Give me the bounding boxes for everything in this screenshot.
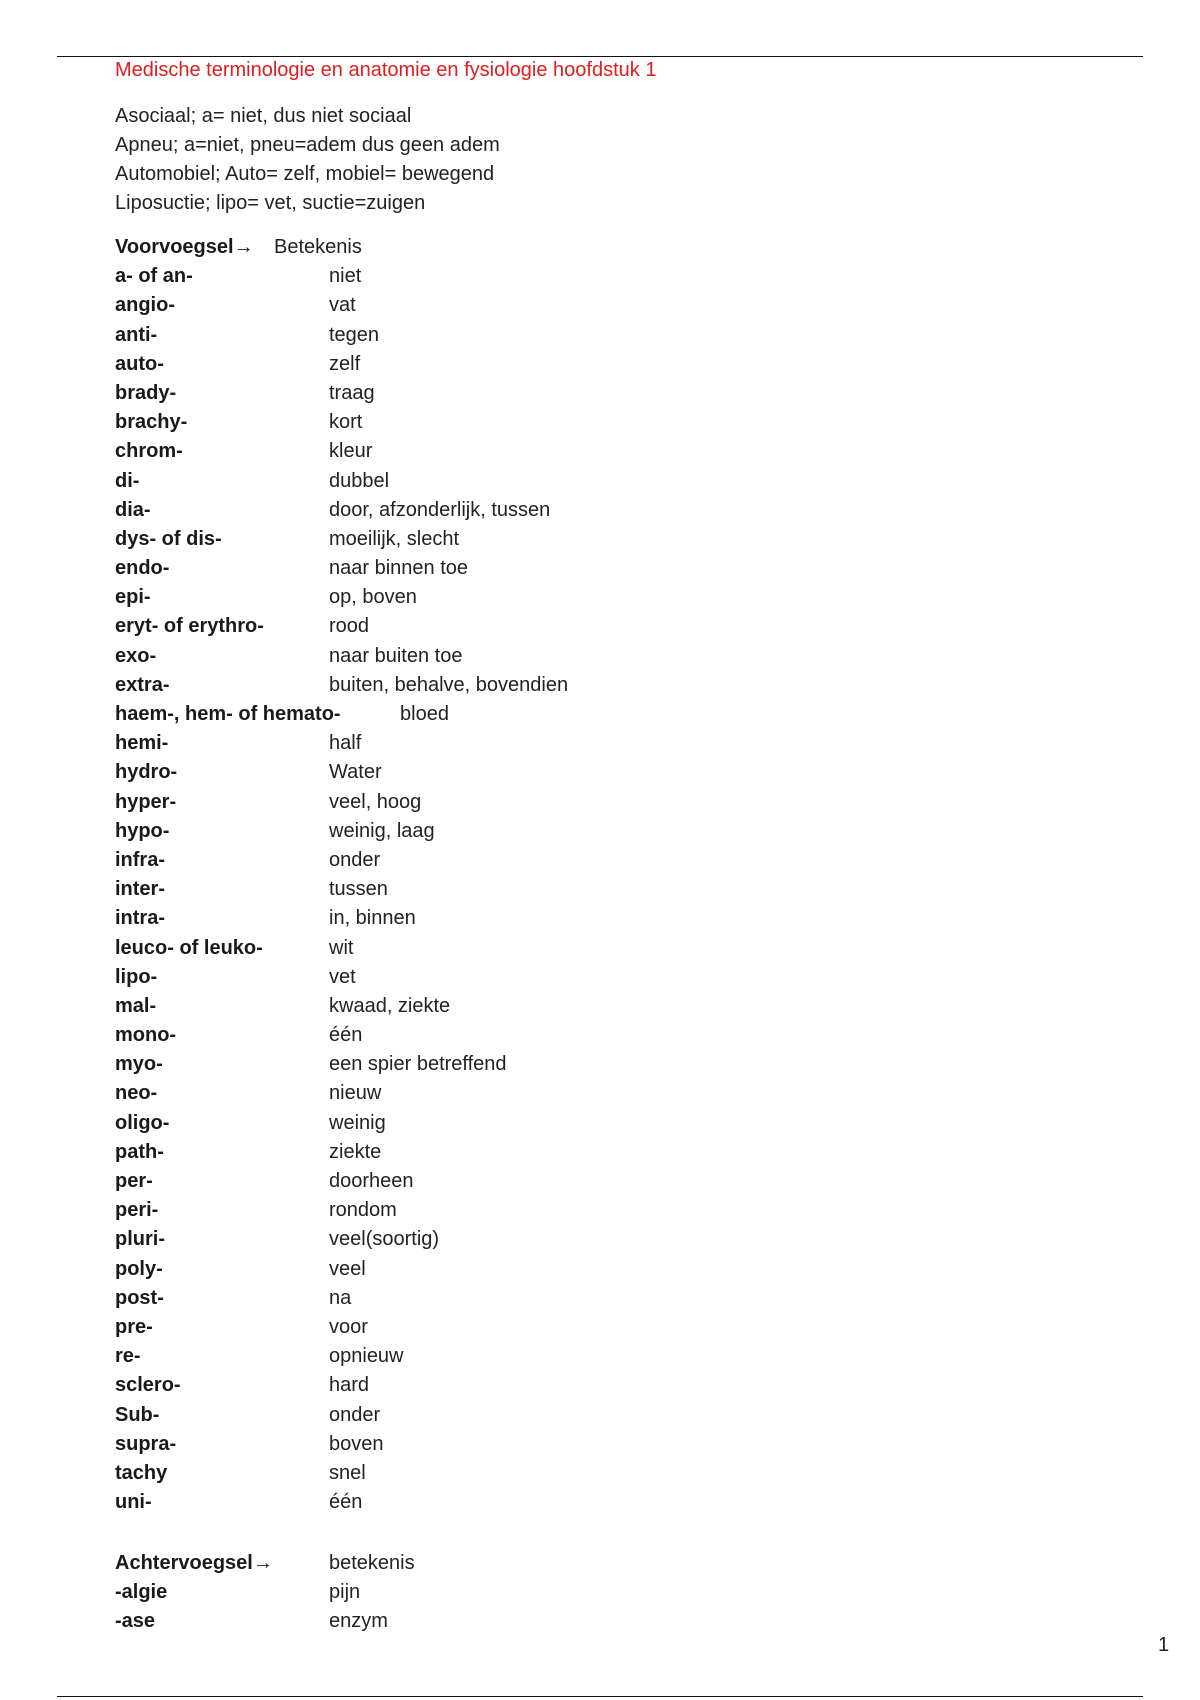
intro-line: Liposuctie; lipo= vet, suctie=zuigen (115, 192, 426, 214)
term: inter- (115, 878, 165, 901)
meaning: veel(soortig) (329, 1228, 440, 1251)
intro-line: Apneu; a=niet, pneu=adem dus geen adem (115, 134, 500, 156)
term: mal- (115, 994, 157, 1017)
term: di- (115, 469, 140, 492)
meaning: in, binnen (329, 907, 416, 930)
meaning: rood (329, 615, 370, 638)
meaning: zelf (329, 352, 361, 375)
term: re- (115, 1345, 141, 1368)
term: pre- (115, 1315, 153, 1338)
meaning: veel, hoog (329, 790, 422, 813)
meaning: na (329, 1286, 352, 1309)
term: dys- of dis- (115, 527, 222, 550)
page-number: 1 (1158, 1634, 1170, 1656)
term: leuco- of leuko- (115, 936, 263, 959)
term: per- (115, 1170, 153, 1192)
suffix-header-meaning: betekenis (329, 1552, 415, 1574)
meaning: enzym (329, 1610, 388, 1633)
meaning: rondom (329, 1199, 397, 1222)
meaning: dubbel (329, 469, 390, 492)
meaning: één (329, 1491, 363, 1514)
term: infra- (115, 848, 165, 871)
term: uni- (115, 1491, 152, 1514)
footer-rule (57, 1696, 1143, 1697)
meaning: kort (329, 411, 363, 434)
term: path- (115, 1140, 164, 1163)
term: -algie (115, 1581, 168, 1604)
term: hemi- (115, 732, 169, 755)
meaning: weinig, laag (329, 819, 435, 842)
term: myo- (115, 1053, 163, 1076)
term: anti- (115, 323, 158, 346)
meaning: weinig (329, 1111, 386, 1134)
meaning: een spier betreffend (329, 1053, 507, 1076)
meaning: buiten, behalve, bovendien (329, 673, 569, 696)
meaning: veel (329, 1257, 366, 1280)
meaning: boven (329, 1432, 384, 1455)
meaning: door, afzonderlijk, tussen (329, 498, 551, 521)
intro-line: Asociaal; a= niet, dus niet sociaal (115, 105, 412, 127)
meaning: naar binnen toe (329, 557, 469, 580)
prefix-header-meaning: Betekenis (274, 236, 362, 258)
term: brady- (115, 381, 177, 404)
suffix-header-term: Achtervoegsel→ (115, 1552, 273, 1574)
meaning: vat (329, 294, 356, 317)
meaning: nieuw (329, 1082, 382, 1105)
term: auto- (115, 352, 164, 375)
meaning: op, boven (329, 586, 417, 609)
term: hypo- (115, 819, 170, 842)
term: tachy (115, 1461, 168, 1484)
document-title: Medische terminologie en anatomie en fysiologie hoofdstuk 1 (115, 59, 657, 81)
intro-examples (115, 102, 500, 218)
right-arrow-icon: → (252, 1552, 273, 1574)
meaning: Water (329, 761, 382, 784)
meaning: niet (329, 265, 362, 288)
term: eryt- of erythro- (115, 615, 264, 638)
meaning: onder (329, 848, 381, 871)
meaning: half (329, 732, 362, 755)
term: hydro- (115, 761, 178, 784)
term: peri- (115, 1199, 159, 1222)
meaning: moeilijk, slecht (329, 527, 460, 550)
term: angio- (115, 294, 175, 317)
term: chrom- (115, 440, 183, 463)
term: hyper- (115, 790, 177, 813)
meaning: doorheen (329, 1170, 414, 1192)
term: poly- (115, 1257, 163, 1280)
right-arrow-icon: → (233, 236, 254, 258)
term: mono- (115, 1024, 177, 1047)
term: supra- (115, 1432, 177, 1455)
meaning: kleur (329, 440, 373, 463)
term: sclero- (115, 1374, 181, 1397)
term: extra- (115, 673, 170, 696)
term: dia- (115, 498, 151, 521)
meaning: wit (329, 936, 354, 959)
meaning: voor (329, 1315, 368, 1338)
term: pluri- (115, 1228, 165, 1251)
meaning: onder (329, 1403, 381, 1426)
meaning: ziekte (329, 1140, 382, 1163)
meaning: opnieuw (329, 1345, 404, 1368)
term: endo- (115, 557, 170, 580)
meaning: bloed (400, 703, 449, 725)
meaning: snel (329, 1461, 366, 1484)
meaning: vet (329, 965, 356, 988)
term: Sub- (115, 1403, 160, 1426)
term: haem-, hem- of hemato- (115, 703, 341, 725)
term: brachy- (115, 411, 188, 434)
term: epi- (115, 586, 151, 609)
meaning: tegen (329, 323, 380, 346)
meaning: pijn (329, 1581, 361, 1604)
meaning: één (329, 1024, 363, 1047)
meaning: hard (329, 1374, 370, 1397)
intro-line: Automobiel; Auto= zelf, mobiel= bewegend (115, 163, 495, 185)
term: post- (115, 1286, 164, 1309)
prefix-header-term: Voorvoegsel→ (115, 236, 254, 258)
term: oligo- (115, 1111, 170, 1134)
term: neo- (115, 1082, 158, 1105)
term: lipo- (115, 965, 158, 988)
term: exo- (115, 644, 157, 667)
term: -ase (115, 1610, 156, 1633)
meaning: tussen (329, 878, 388, 901)
meaning: kwaad, ziekte (329, 994, 451, 1017)
meaning: traag (329, 381, 375, 404)
meaning: naar buiten toe (329, 644, 463, 667)
term: intra- (115, 907, 165, 930)
term: a- of an- (115, 265, 193, 288)
